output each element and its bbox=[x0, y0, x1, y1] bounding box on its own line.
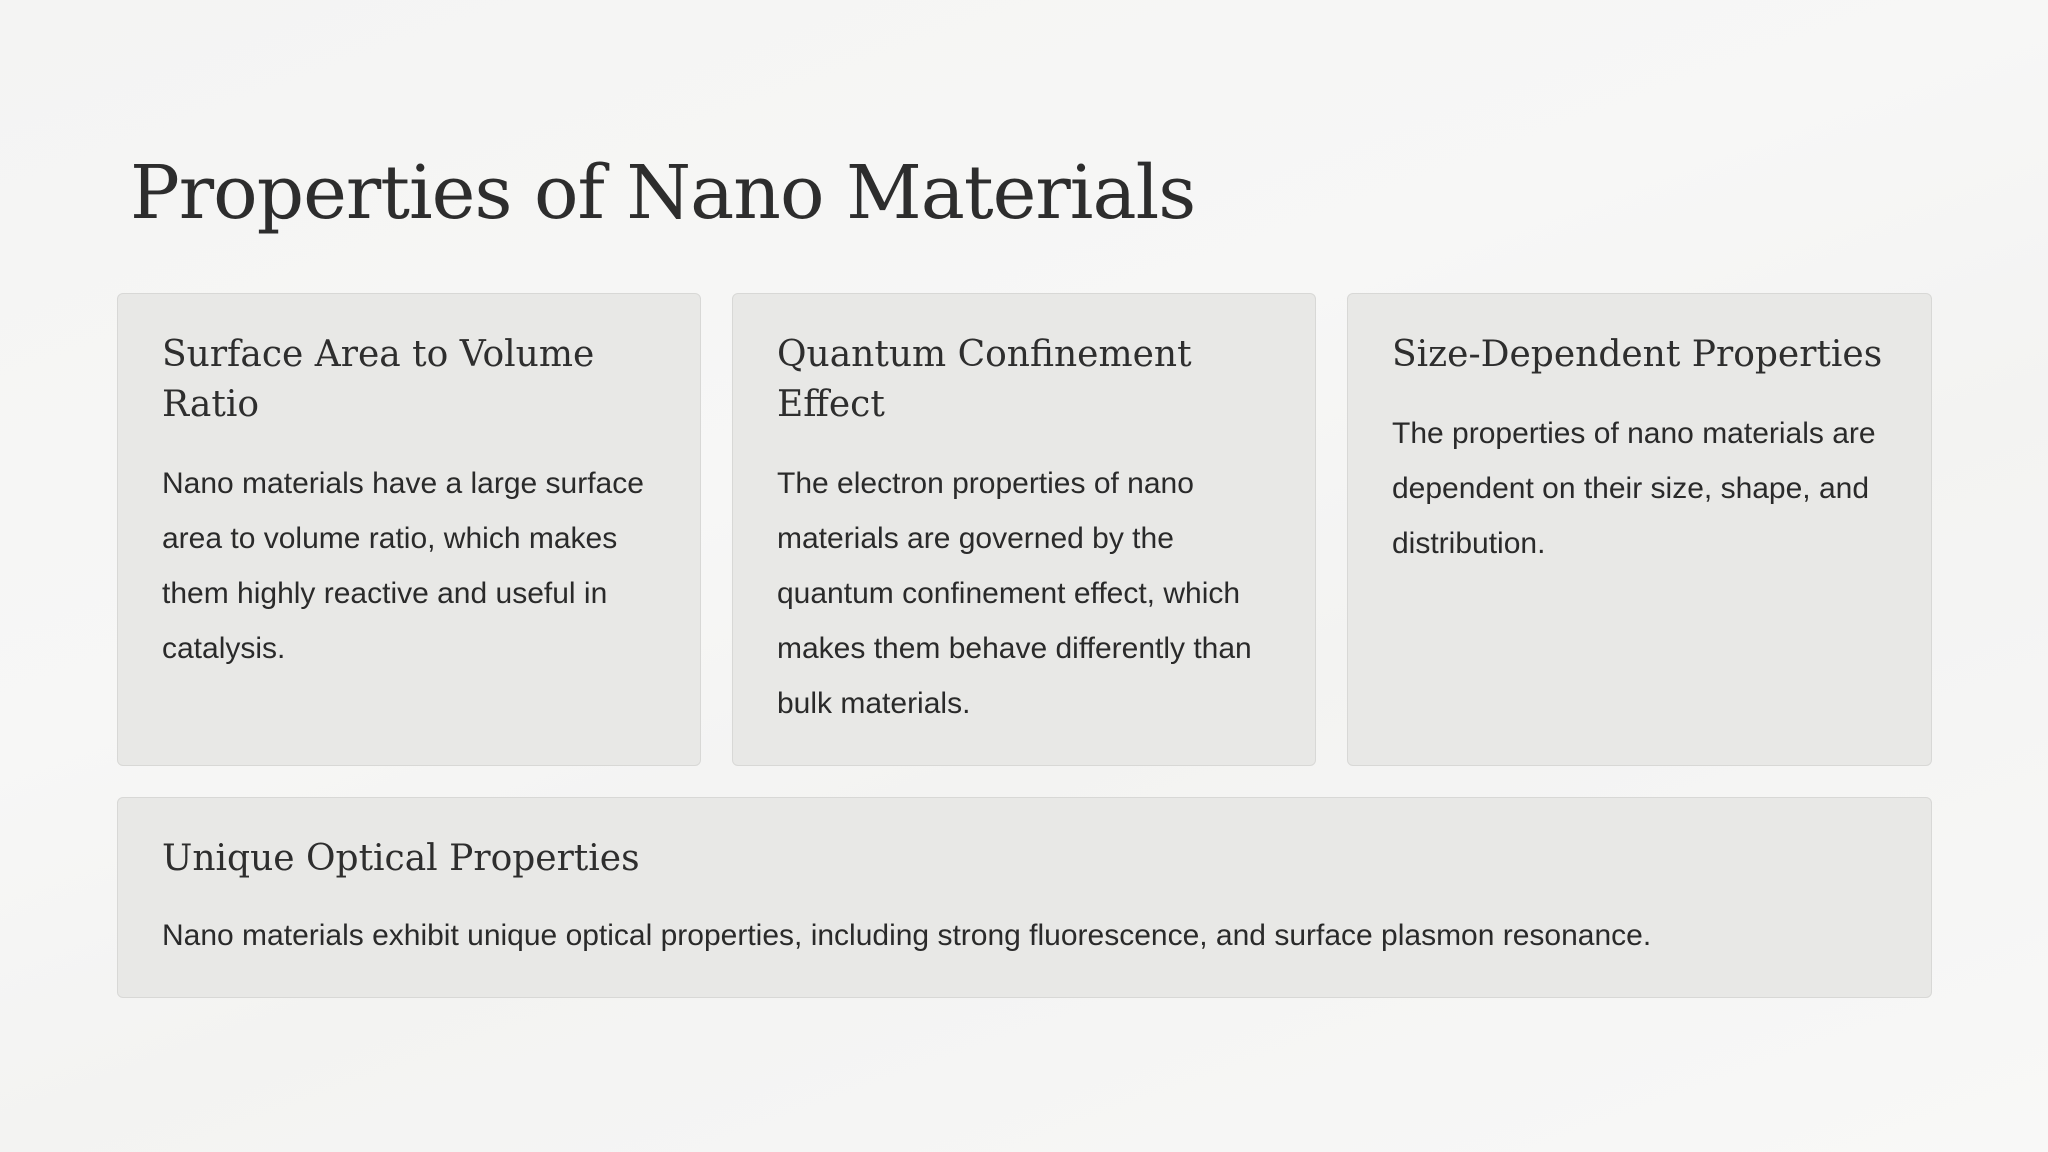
card-heading: Size-Dependent Properties bbox=[1392, 334, 1883, 375]
card-text: The electron properties of nano materials are governed by the quantum confinement effect, which makes them behave differently than bulk materials. bbox=[777, 467, 1252, 720]
card-size-dependent bbox=[1347, 293, 1932, 766]
card-quantum-confinement bbox=[732, 293, 1316, 766]
card-heading: Unique Optical Properties bbox=[162, 838, 640, 879]
card-optical-properties bbox=[117, 797, 1932, 998]
slide-title: Properties of Nano Materials bbox=[130, 150, 1196, 236]
card-text: Nano materials exhibit unique optical properties, including strong fluorescence, and surface plasmon resonance. bbox=[162, 919, 1652, 952]
card-surface-area bbox=[117, 293, 701, 766]
card-heading: Quantum Confinement Effect bbox=[777, 334, 1192, 425]
card-text: The properties of nano materials are dependent on their size, shape, and distribution. bbox=[1392, 417, 1876, 560]
card-heading: Surface Area to Volume Ratio bbox=[162, 334, 595, 425]
card-text: Nano materials have a large surface area to volume ratio, which makes them highly reactive and useful in catalysis. bbox=[162, 467, 644, 665]
